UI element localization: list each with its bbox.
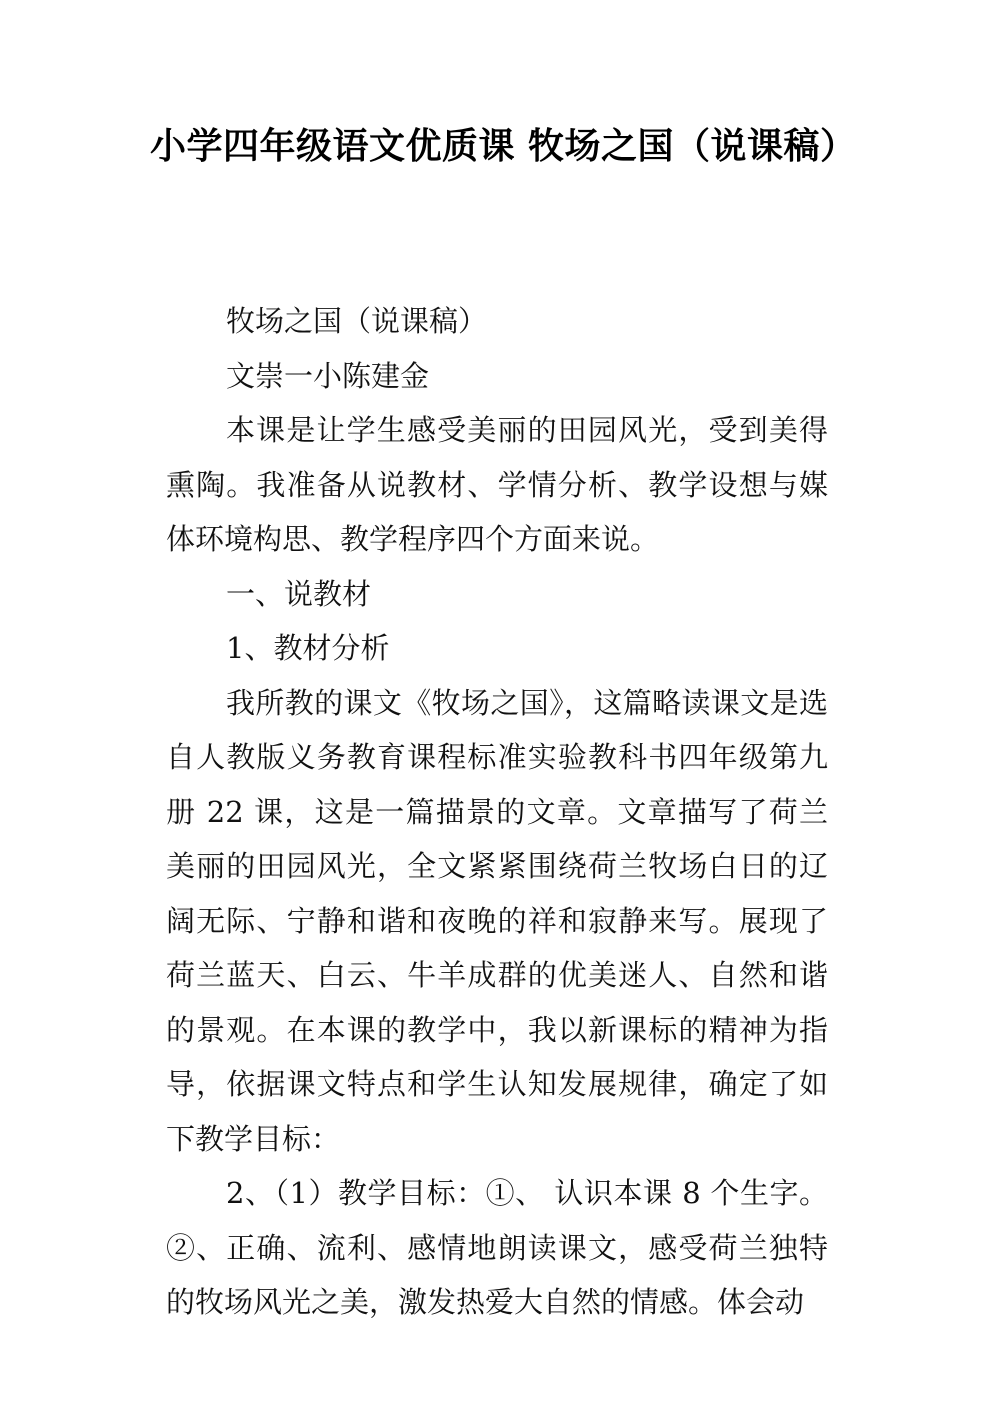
objectives-paragraph: 2、（1）教学目标：①、 认识本课 8 个生字。②、正确、流利、感情地朗读课文，感受荷兰独特的牧场风光之美，激发热爱大自然的情感。体会动 <box>166 1176 828 1319</box>
subsection-heading: 1、教材分析 <box>226 631 390 665</box>
author-paragraph: 文崇一小陈建金 <box>226 358 430 393</box>
subtitle-paragraph: 牧场之国（说课稿） <box>226 304 488 338</box>
intro-paragraph: 本课是让学生感受美丽的田园风光，受到美得熏陶。我准备从说教材、学情分析、教学设想与媒体环境构思、教学程序四个方面来说。 <box>166 413 828 556</box>
document-title: 小学四年级语文优质课 牧场之国（说课稿） <box>150 126 857 167</box>
section-heading: 一、说教材 <box>226 576 372 611</box>
document-body <box>166 294 828 1330</box>
analysis-paragraph: 我所教的课文《牧场之国》，这篇略读课文是选自人教版义务教育课程标准实验教科书四年级第九册 22 课，这是一篇描景的文章。文章描写了荷兰美丽的田园风光，全文紧紧围绕荷兰牧场白日的辽阔无际、宁静和谐和夜晚的祥和寂静来写。展现了荷兰蓝天、白云、牛羊成群的优美迷人、自然和谐的景观。在本课的教学中，我以新课标的精神为指导，依据课文特点和学生认知发展规律，确定了如下教学目标： <box>166 685 828 1156</box>
